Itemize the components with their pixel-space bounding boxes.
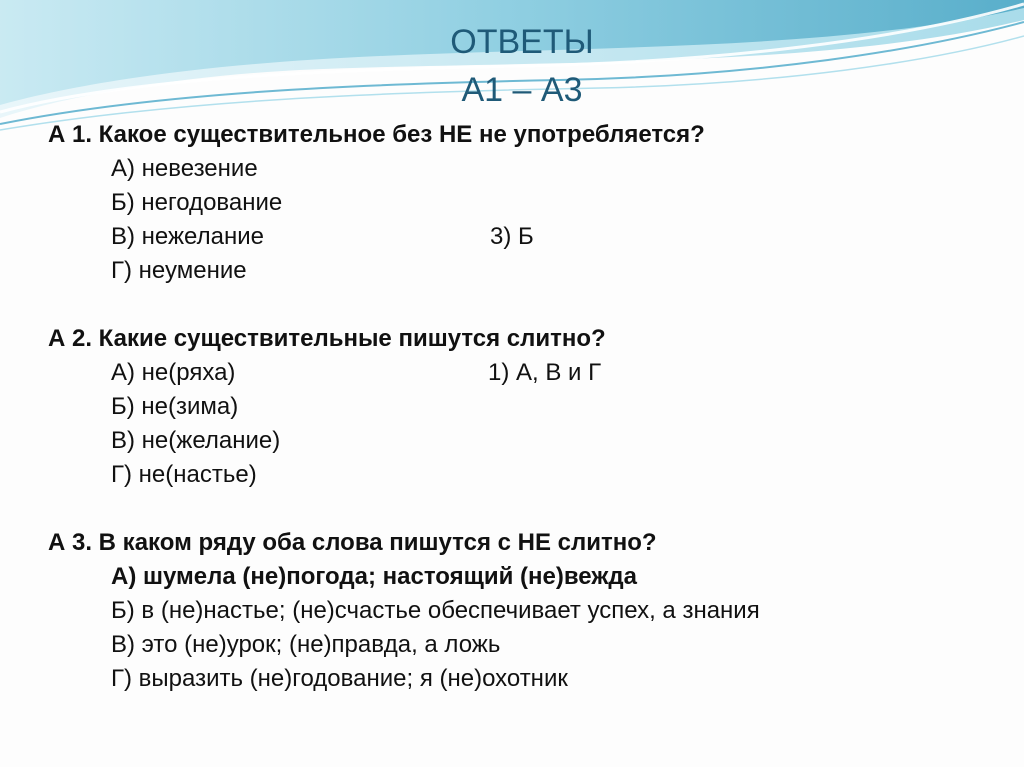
option-a3-a-correct: А) шумела (не)погода; настоящий (не)вежда — [111, 563, 637, 590]
answer-a1: 3) Б — [490, 223, 534, 250]
option-a1-a: А) невезение — [111, 155, 258, 182]
option-a2-g: Г) не(настье) — [111, 461, 257, 488]
option-a2-v: В) не(желание) — [111, 427, 281, 454]
question-a2: А 2. Какие существительные пишутся слитно? — [48, 325, 606, 352]
question-a1: А 1. Какое существительное без НЕ не употребляется? — [48, 121, 705, 148]
slide-subtitle: А1 – А3 — [461, 71, 583, 109]
option-a3-g: Г) выразить (не)годование; я (не)охотник — [111, 665, 568, 692]
option-a3-b: Б) в (не)настье; (не)счастье обеспечивает успех, а знания — [111, 597, 760, 624]
option-a3-v: В) это (не)урок; (не)правда, а ложь — [111, 631, 501, 658]
option-a1-g: Г) неумение — [111, 257, 247, 284]
option-a2-a — [48, 356, 998, 390]
slide-title: ОТВЕТЫ — [450, 23, 594, 61]
option-a1-v-label: В) нежелание — [111, 223, 264, 250]
question-a3: А 3. В каком ряду оба слова пишутся с НЕ слитно? — [48, 529, 657, 556]
option-a2-b: Б) не(зима) — [111, 393, 239, 420]
option-a1-v — [48, 220, 998, 254]
answer-a2: 1) А, В и Г — [488, 359, 602, 386]
questions-content — [48, 118, 998, 696]
option-a2-a-label: А) не(ряха) — [111, 359, 236, 386]
option-a1-b: Б) негодование — [111, 189, 283, 216]
